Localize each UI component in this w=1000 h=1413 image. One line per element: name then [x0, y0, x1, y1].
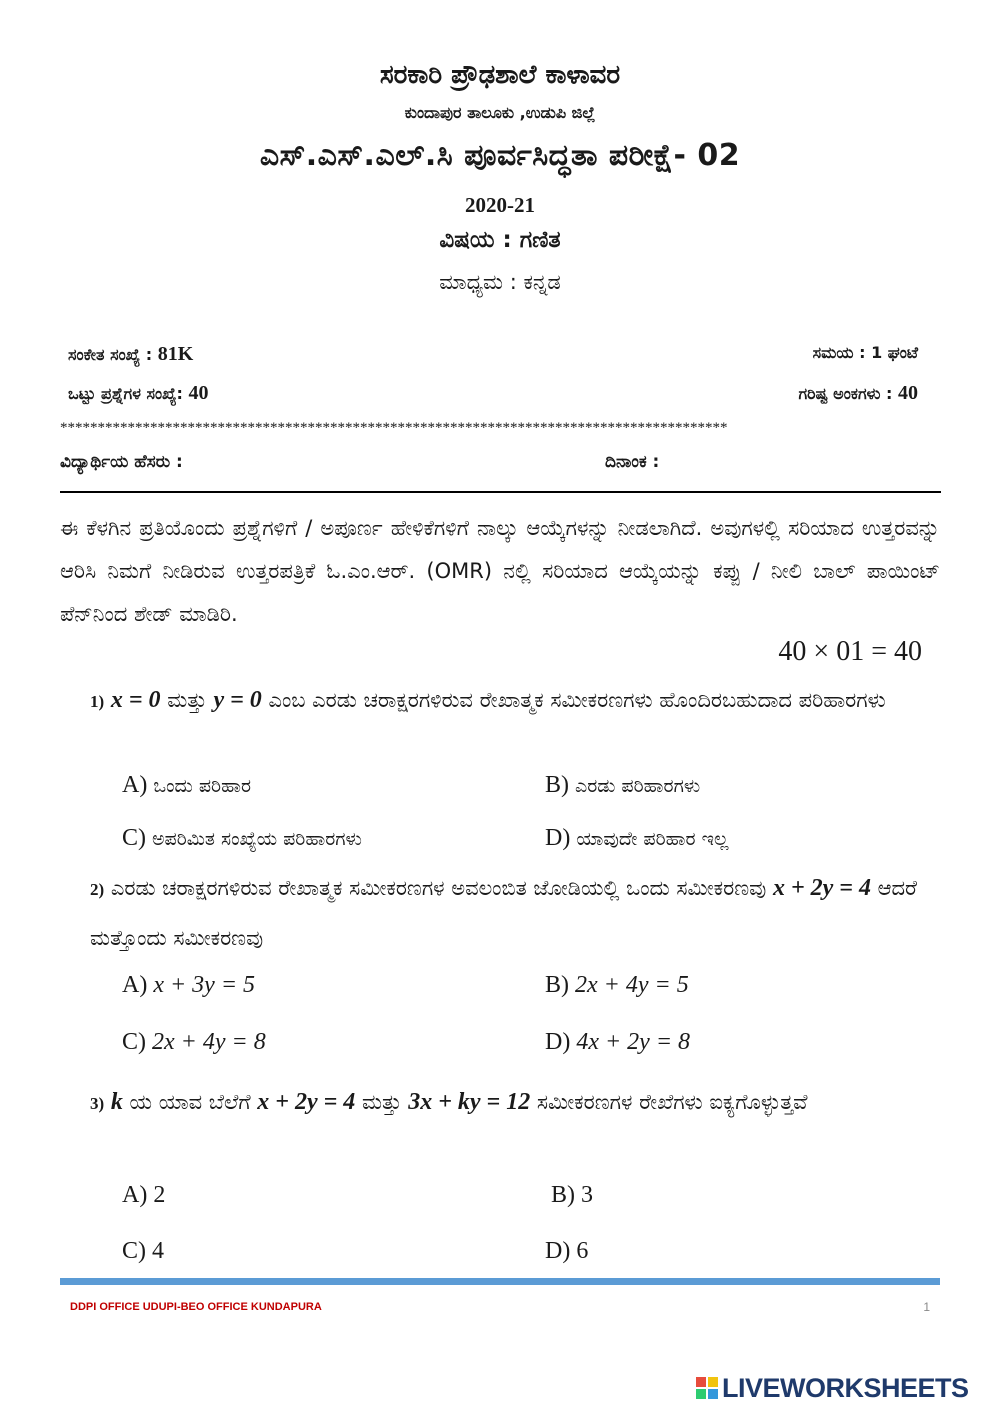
question-text: ಎರಡು ಚರಾಕ್ಷರಗಳಿರುವ ರೇಖಾತ್ಮಕ ಸಮೀಕರಣಗಳ ಅವಲಂಬಿತ ಜೋಡಿಯಲ್ಲಿ ಒಂದು ಸಮೀಕರಣವು: [110, 876, 773, 900]
option-label: B): [551, 1182, 575, 1208]
option-text: 2x + 4y = 5: [575, 972, 689, 998]
question-1: [90, 676, 940, 726]
date-label: ದಿನಾಂಕ :: [605, 452, 660, 472]
option-label: D): [545, 1238, 571, 1264]
option-1c[interactable]: [122, 825, 362, 852]
option-2d[interactable]: [545, 1029, 690, 1056]
option-text: ಯಾವುದೇ ಪರಿಹಾರ ಇಲ್ಲ: [576, 828, 729, 850]
time-value: 1 ಘಂಟೆ: [871, 343, 918, 362]
option-3b[interactable]: [551, 1182, 593, 1209]
page-number: 1: [923, 1300, 930, 1314]
time-field: [813, 343, 918, 363]
school-name: ಸರಕಾರಿ ಪ್ರೌಢಶಾಲೆ ಕಾಳಾವರ: [379, 60, 621, 90]
medium: ಮಾಧ್ಯಮ : ಕನ್ನಡ: [439, 270, 561, 294]
question-text: ಯ ಯಾವ ಬೆಲೆಗೆ: [122, 1090, 258, 1114]
option-text: 6: [576, 1238, 589, 1264]
option-label: B): [545, 772, 569, 798]
question-number: 3): [90, 1094, 105, 1113]
question-number: 1): [90, 692, 105, 711]
question-math: k: [110, 1089, 123, 1115]
question-text: ಆದರೆ ಮತ್ತೊಂದು ಸಮೀಕರಣವು: [90, 876, 918, 950]
option-1b[interactable]: [545, 772, 700, 799]
code-field: [68, 343, 193, 366]
option-text: ಅಪರಿಮಿತ ಸಂಖ್ಯೆಯ ಪರಿಹಾರಗಳು: [152, 828, 362, 850]
max-marks-label: ಗರಿಷ್ಟ ಅಂಕಗಳು :: [798, 384, 893, 403]
option-label: D): [545, 1029, 571, 1055]
code-value: 81K: [157, 343, 194, 365]
option-label: A): [122, 972, 148, 998]
option-1d[interactable]: [545, 825, 729, 852]
footer-office: DDPI OFFICE UDUPI-BEO OFFICE KUNDAPURA: [70, 1301, 322, 1313]
option-3c[interactable]: [122, 1238, 164, 1265]
taluk-district: ಕುಂದಾಪುರ ತಾಲೂಕು ,ಉಡುಪಿ ಜಿಲ್ಲೆ: [404, 103, 596, 122]
student-name-label: ವಿದ್ಯಾರ್ಥಿಯ ಹೆಸರು :: [60, 452, 183, 472]
marks-formula: 40 × 01 = 40: [778, 636, 922, 667]
question-math: x + 2y = 4: [257, 1089, 356, 1115]
question-3: [90, 1078, 940, 1128]
option-text: ಎರಡು ಪರಿಹಾರಗಳು: [575, 775, 701, 797]
question-text: ಎಂಬ ಎರಡು ಚರಾಕ್ಷರಗಳಿರುವ ರೇಖಾತ್ಮಕ ಸಮೀಕರಣಗಳು ಹೊಂದಿರಬಹುದಾದ ಪರಿಹಾರಗಳು: [261, 688, 886, 712]
option-text: 2: [153, 1182, 166, 1208]
option-2c[interactable]: [122, 1029, 266, 1056]
star-divider: *****************************************************************************************: [60, 420, 728, 436]
option-2a[interactable]: [122, 972, 255, 999]
question-text: ಸಮೀಕರಣಗಳ ರೇಖೆಗಳು ಐಕ್ಯಗೊಳ್ಳುತ್ತವೆ: [530, 1090, 808, 1114]
max-marks-field: [798, 382, 918, 405]
option-label: C): [122, 825, 146, 851]
subject: ವಿಷಯ : ಗಣಿತ: [439, 227, 561, 253]
instructions-text: ಈ ಕೆಳಗಿನ ಪ್ರತಿಯೊಂದು ಪ್ರಶ್ನೆಗಳಿಗೆ / ಅಪೂರ್ಣ ಹೇಳಿಕೆಗಳಿಗೆ ನಾಲ್ಕು ಆಯ್ಕೆಗಳನ್ನು ನೀಡಲಾಗಿದೆ. ಅವುಗಳಲ್ಲಿ ಸರಿಯಾದ ಉತ್ತರವನ್ನು ಆರಿಸಿ ನಿಮಗೆ ನೀಡಿರುವ ಉತ್ತರಪತ್ರಿಕೆ ಓ.ಎಂ.ಆರ್. (OMR) ನಲ್ಲಿ ಸರಿಯಾದ ಆಯ್ಕೆಯನ್ನು ಕಪ್ಪು / ನೀಲಿ ಬಾಲ್ ಪಾಯಿಂಟ್ ಪೆನ್‌ನಿಂದ ಶೇಡ್ ಮಾಡಿರಿ.: [60, 516, 940, 626]
question-math: x = 0: [110, 687, 161, 713]
option-2b[interactable]: [545, 972, 689, 999]
code-label: ಸಂಕೇತ ಸಂಖ್ಯೆ :: [68, 345, 153, 364]
option-text: 4: [152, 1238, 164, 1264]
liveworksheets-text: LIVEWORKSHEETS: [722, 1373, 969, 1403]
option-label: C): [122, 1238, 146, 1264]
total-questions-label: ಒಟ್ಟು ಪ್ರಶ್ನೆಗಳ ಸಂಖ್ಯೆ:: [68, 384, 183, 403]
question-2: [90, 864, 940, 962]
option-text: ಒಂದು ಪರಿಹಾರ: [153, 775, 252, 797]
max-marks-value: 40: [898, 382, 918, 404]
option-3d[interactable]: [545, 1238, 588, 1265]
time-label: ಸಮಯ :: [812, 343, 866, 362]
option-text: 4x + 2y = 8: [576, 1029, 691, 1055]
question-math: 3x + ky = 12: [408, 1089, 531, 1115]
question-math: x + 2y = 4: [772, 875, 871, 901]
option-3a[interactable]: [122, 1182, 165, 1209]
liveworksheets-icon: [696, 1377, 718, 1401]
total-questions-value: 40: [188, 382, 209, 404]
liveworksheets-logo[interactable]: [696, 1373, 996, 1407]
option-label: D): [545, 825, 571, 851]
total-questions-field: [68, 382, 209, 405]
footer-rule: [60, 1278, 940, 1285]
option-text: 3: [581, 1182, 593, 1208]
question-number: 2): [90, 880, 105, 899]
exam-year: 2020-21: [465, 193, 535, 217]
option-label: A): [122, 772, 148, 798]
option-label: C): [122, 1029, 146, 1055]
option-label: B): [545, 972, 569, 998]
option-text: 2x + 4y = 8: [152, 1029, 266, 1055]
header-divider: [60, 491, 941, 493]
option-label: A): [122, 1182, 148, 1208]
question-text: ಮತ್ತು: [160, 688, 214, 712]
exam-title: ಎಸ್.ಎಸ್.ಎಲ್.ಸಿ ಪೂರ್ವಸಿದ್ಧತಾ ಪರೀಕ್ಷೆ- 02: [259, 138, 741, 173]
option-1a[interactable]: [122, 772, 251, 799]
question-math: y = 0: [213, 687, 262, 713]
option-text: x + 3y = 5: [153, 972, 256, 998]
question-text: ಮತ್ತು: [355, 1090, 409, 1114]
